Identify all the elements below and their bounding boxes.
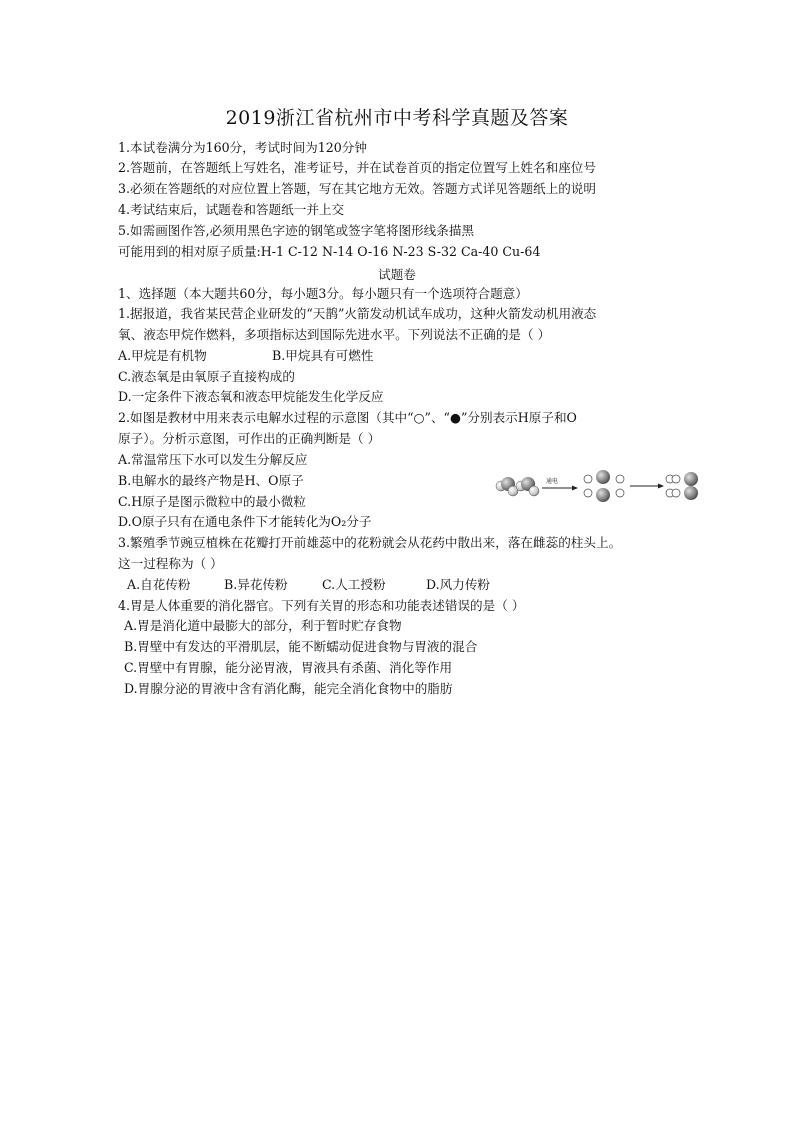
q1-stem-line-2: 氧、液态甲烷作燃料，多项指标达到国际先进水平。下列说法不正确的是（ ） [118,327,551,342]
electrolysis-diagram [490,466,706,506]
q4-stem: 4.胃是人体重要的消化器官。下列有关胃的形态和功能表述错误的是（ ） [118,598,525,613]
section-heading: 试题卷 [378,267,416,282]
q2-option-d: D.O原子只有在通电条件下才能转化为O₂分子 [118,514,372,529]
q2-stem-line-1: 2.如图是教材中用来表示电解水过程的示意图（其中“○”、“●”分别表示H原子和O [118,410,577,425]
water-molecule-1 [496,477,518,496]
page-title: 2019浙江省杭州市中考科学真题及答案 [225,107,569,129]
q3-option-a: A.自花传粉 [127,577,191,592]
q2-option-a: A.常温常压下水可以发生分解反应 [118,452,308,467]
q1-option-c: C.液态氧是由氧原子直接构成的 [118,369,295,384]
arrow-label: 通电 [546,478,559,485]
q3-option-d: D.风力传粉 [426,577,491,592]
water-molecule-2 [516,477,539,496]
note-3: 3.必须在答题纸的对应位置上答题，写在其它地方无效。答题方式详见答题纸上的说明 [118,181,596,196]
q4-option-d: D.胃腺分泌的胃液中含有消化酶，能完全消化食物中的脂肪 [124,681,453,696]
note-4: 4.考试结束后，试题卷和答题纸一并上交 [118,202,345,217]
q4-option-a: A.胃是消化道中最膨大的部分，利于暂时贮存食物 [124,618,402,633]
oxygen-molecule [684,472,698,500]
q1-option-a: A.甲烷是有机物 [118,348,207,363]
part-heading: 1、选择题（本大题共60分，每小题3分。每小题只有一个选项符合题意） [118,286,528,301]
q3-option-c: C.人工授粉 [322,577,386,592]
q4-option-c: C.胃壁中有胃腺，能分泌胃液，胃液具有杀菌、消化等作用 [124,660,453,675]
note-1: 1.本试卷满分为160分，考试时间为120分钟 [118,140,367,155]
q1-option-d: D.一定条件下液态氧和液态甲烷能发生化学反应 [118,389,384,404]
q1-option-b: B.甲烷具有可燃性 [272,348,374,363]
separated-atoms [584,470,624,502]
q3-stem-line-1: 3.繁殖季节豌豆植株在花瓣打开前雄蕊中的花粉就会从花药中散出来，落在雌蕊的柱头上。 [118,535,622,550]
hydrogen-molecules [666,475,680,497]
q3-stem-line-2: 这一过程称为（ ） [118,556,223,571]
q1-stem-line-1: 1.据报道，我省某民营企业研发的“天鹊”火箭发动机试车成功，这种火箭发动机用液态 [118,306,597,321]
note-5: 5.如需画图作答,必须用黑色字迹的钢笔或签字笔将图形线条描黑 [118,223,475,238]
q3-option-b: B.异花传粉 [224,577,288,592]
reaction-arrowhead [572,486,578,491]
note-2: 2.答题前，在答题纸上写姓名，准考证号，并在试卷首页的指定位置写上姓名和座位号 [118,160,596,175]
reaction-arrowhead-2 [658,484,664,489]
atomic-mass-note: 可能用到的相对原子质量:H-1 C-12 N-14 O-16 N-23 S-32 Ca-40 Cu-64 [118,244,541,259]
q2-stem-line-2: 原子）。分析示意图，可作出的正确判断是（ ） [118,431,381,446]
q4-option-b: B.胃壁中有发达的平滑肌层，能不断蠕动促进食物与胃液的混合 [124,639,478,654]
q2-option-c: C.H原子是图示微粒中的最小微粒 [118,494,306,509]
q2-option-b: B.电解水的最终产物是H、O原子 [118,473,304,488]
